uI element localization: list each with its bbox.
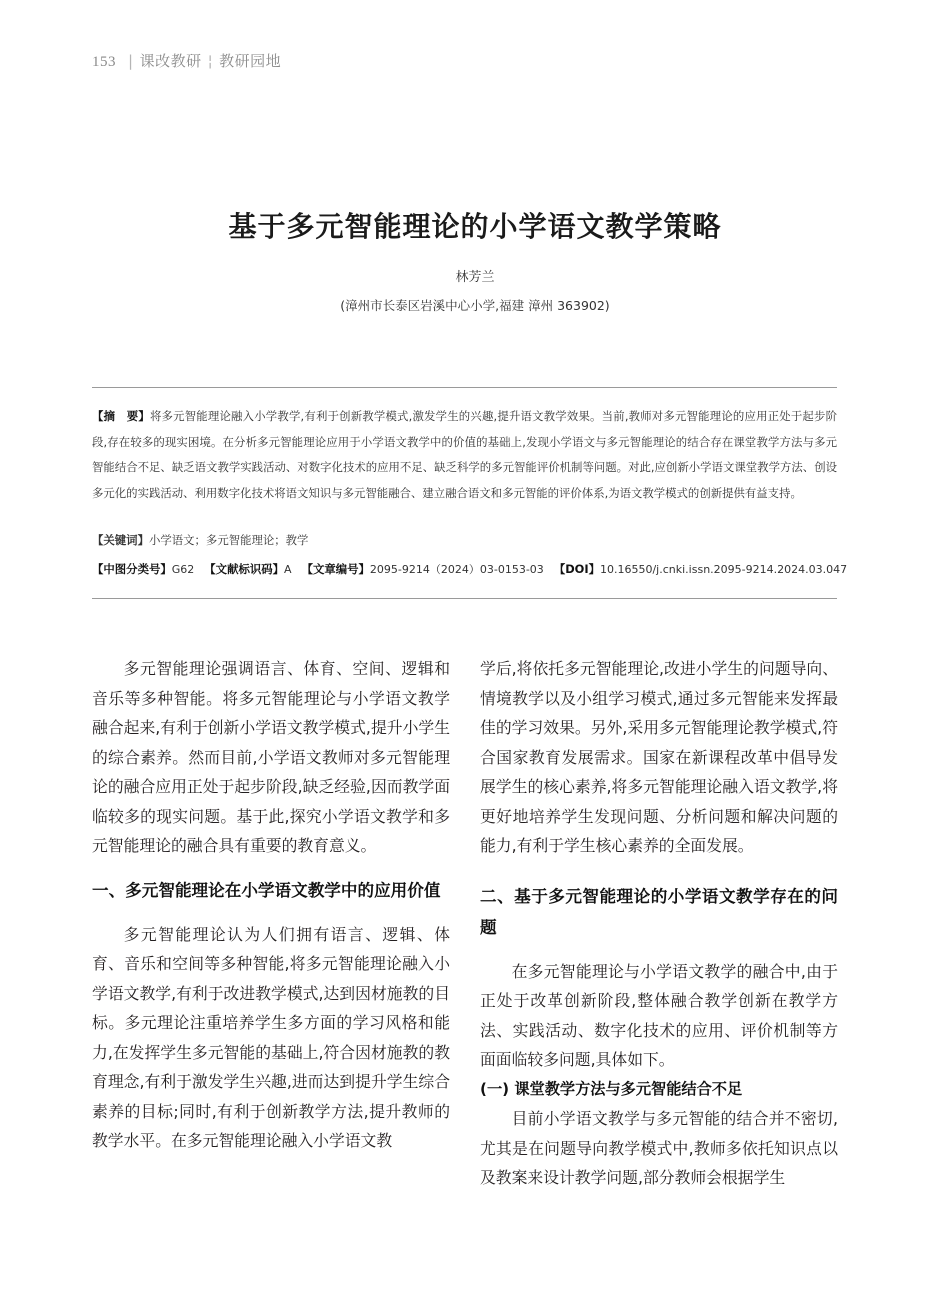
intro-paragraph: 多元智能理论强调语言、体育、空间、逻辑和音乐等多种智能。将多元智能理论与小学语文教学融合起来,有利于创新小学语文教学模式,提升小学生的综合素养。然而目前,小学语文教师对多元智能理论的融合应用正处于起步阶段,缺乏经验,因而教学面临较多的现实问题。基于此,探究小学语文教学和多元智能理论的融合具有重要的教育意义。 — [92, 659, 450, 855]
article-label: 【文章编号】 — [301, 562, 370, 576]
section-1-continuation: 学后,将依托多元智能理论,改进小学生的问题导向、情境教学以及小组学习模式,通过多元智能来发挥最佳的学习效果。另外,采用多元智能理论教学模式,符合国家教育发展需求。国家在新课程改革中倡导发展学生的核心素养,将多元智能理论融入语文教学,将更好地培养学生发现问题、分析问题和解决问题的能力,有利于学生核心素养的全面发展。 — [480, 659, 838, 855]
bottom-rule — [92, 598, 837, 599]
header-divider-dotted: ¦ — [207, 52, 214, 70]
header-subsection: 教研园地 — [219, 52, 282, 70]
article-value: 2095-9214（2024）03-0153-03 — [369, 563, 544, 576]
abstract — [92, 404, 837, 506]
keywords — [92, 532, 837, 548]
article-meta — [92, 561, 852, 577]
header-divider: | — [128, 52, 134, 70]
section-1-paragraph: 多元智能理论认为人们拥有语言、逻辑、体育、音乐和空间等多种智能,将多元智能理论融入小学语文教学,有利于改进教学模式,达到因材施教的目标。多元理论注重培养学生多方面的学习风格和能力,在发挥学生多元智能的基础上,符合因材施教的教育理念,有利于激发学生兴趣,进而达到提升学生综合素养的目标;同时,有利于创新教学方法,提升教师的教学水平。在多元智能理论融入小学语文教 — [92, 924, 450, 1150]
abstract-label: 【摘 要】 — [92, 409, 150, 423]
section-1-heading: 一、多元智能理论在小学语文教学中的应用价值 — [92, 880, 441, 900]
clc-value: G62 — [171, 563, 195, 576]
abstract-text: 将多元智能理论融入小学教学,有利于创新教学模式,激发学生的兴趣,提升语文教学效果。当前,教师对多元智能理论的应用正处于起步阶段,存在较多的现实困境。在分析多元智能理论应用于小学语文教学中的价值的基础上,发现小学语文与多元智能理论的结合存在课堂教学方法与多元智能结合不足、缺乏语文教学实践活动、对数字化技术的应用不足、缺乏科学的多元智能评价机制等问题。对此,应创新小学语文课堂教学方法、创设多元化的实践活动、利用数字化技术将语文知识与多元智能融合、建立融合语文和多元智能的评价体系,为语文教学模式的创新提供有益支持。 — [92, 409, 837, 500]
article-title: 基于多元智能理论的小学语文教学策略 — [228, 210, 722, 243]
keywords-text: 小学语文；多元智能理论；教学 — [148, 533, 309, 547]
affiliation: (漳州市长泰区岩溪中心小学,福建 漳州 363902) — [340, 298, 610, 313]
section-2-heading: 二、基于多元智能理论的小学语文教学存在的问题 — [480, 886, 838, 937]
doi-value: 10.16550/j.cnki.issn.2095-9214.2024.03.047 — [599, 563, 848, 576]
clc-label: 【中图分类号】 — [92, 562, 172, 576]
doi-label: 【DOI】 — [553, 562, 600, 576]
body-column-right — [480, 654, 838, 1193]
subsection-1-paragraph: 目前小学语文教学与多元智能的结合并不密切,尤其是在问题导向教学模式中,教师多依托知识点以及教案来设计教学问题,部分教师会根据学生 — [480, 1109, 838, 1187]
doc-value: A — [284, 563, 292, 576]
keywords-label: 【关键词】 — [92, 533, 149, 547]
header-section: 课改教研 — [139, 52, 202, 70]
top-rule — [92, 387, 837, 388]
body-column-left — [92, 654, 450, 1156]
page-number: 153 — [92, 54, 116, 70]
running-header — [92, 50, 281, 71]
subsection-1-heading: (一) 课堂教学方法与多元智能结合不足 — [480, 1079, 743, 1098]
author: 林芳兰 — [455, 270, 495, 285]
section-2-paragraph: 在多元智能理论与小学语文教学的融合中,由于正处于改革创新阶段,整体融合教学创新在教学方法、实践活动、数字化技术的应用、评价机制等方面面临较多问题,具体如下。 — [480, 961, 838, 1069]
doc-label: 【文献标识码】 — [204, 562, 285, 576]
